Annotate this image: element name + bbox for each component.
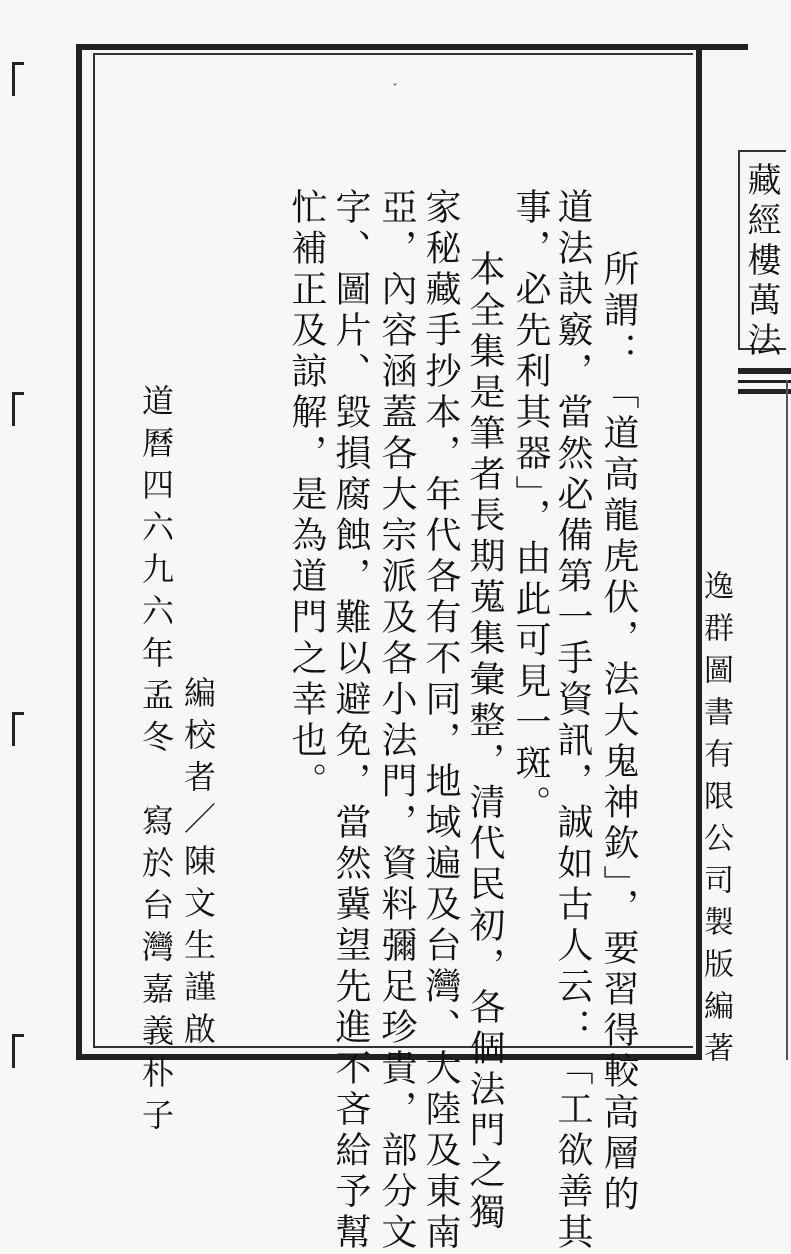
- text-column-8: 忙補正及諒解，是為道門之幸也。: [286, 188, 327, 803]
- binder-hook: [12, 62, 24, 96]
- text-column-6: 亞，內容涵蓋各大宗派及各小法門，資料彌足珍貴，部分文: [376, 188, 417, 1254]
- binder-hook: [12, 392, 24, 426]
- text-column-7: 字、圖片、毀損腐蝕，難以避免，當然冀望先進不吝給予幫: [330, 188, 371, 1254]
- spine-rule: [786, 380, 788, 1060]
- spine-band: [738, 380, 791, 383]
- editor-signature: 編校者／陳文生謹啟: [179, 676, 217, 1054]
- text-column-5: 家秘藏手抄本，年代各有不同，地域遍及台灣、大陸及東南: [420, 188, 461, 1254]
- text-column-4: 本全集是筆者長期蒐集彙整，清代民初，各個法門之獨: [464, 250, 505, 1234]
- binder-hook: [12, 1034, 24, 1068]
- frame-top-rule: [700, 44, 748, 50]
- binder-hook: [12, 712, 24, 746]
- spine-band: [738, 389, 791, 394]
- text-column-2: 道法訣竅，當然必備第一手資訊，誠如古人云：「工欲善其: [552, 188, 593, 1254]
- date-line: 道曆四六九六年孟冬 寫於台灣嘉義朴子: [137, 384, 175, 1140]
- spine-publisher: 逸群圖書有限公司製版編著: [698, 570, 733, 1074]
- text-column-3: 事，必先利其器」，由此可見一斑。: [510, 188, 551, 826]
- spine-band: [738, 368, 791, 374]
- text-column-1: 所謂：「道高龍虎伏，法大鬼神欽」，要習得較高層的: [598, 250, 639, 1216]
- spine-title: 藏經樓萬法: [741, 162, 781, 362]
- top-mark: ˇ: [392, 82, 398, 96]
